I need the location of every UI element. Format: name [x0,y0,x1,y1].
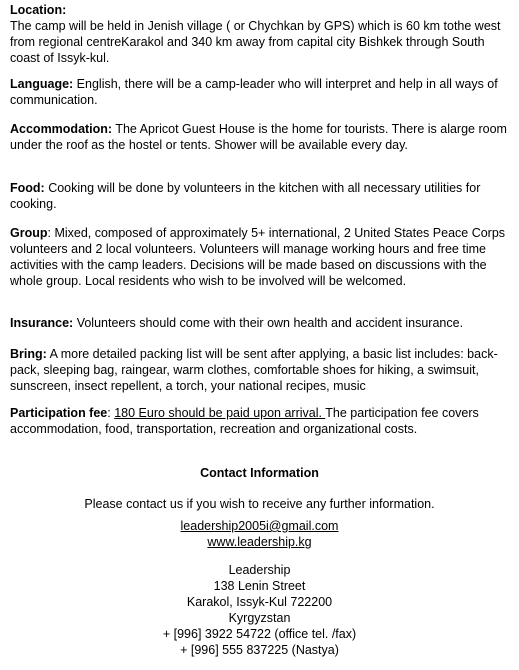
bring-section [10,346,510,394]
bring-label: Bring: [10,347,47,361]
contact-intro [0,496,519,512]
accommodation-label: Accommodation: [10,122,113,136]
insurance-label: Insurance: [10,316,74,330]
language-label: Language: [10,77,74,91]
food-label: Food: [10,181,45,195]
contact-heading-text: Contact Information [200,466,319,480]
group-section [10,225,510,289]
food-text: Cooking will be done by volunteers in the kitchen with all necessary utilities for cooking. [10,181,481,211]
language-section [10,76,510,108]
address-block [0,562,519,658]
fee-text: The participation fee covers accommodation, food, transportation, recreation and organizational costs. [10,406,479,436]
group-label: Group [10,226,48,240]
address-line: Kyrgyzstan [228,611,291,625]
group-text: : Mixed, composed of approximately 5+ international, 2 United States Peace Corps volunteers and 2 local volunteers. Volunteers will manage working hours and free time activities with the camp leaders. Decisions will be made based on discussions with the whole group. Local residents who wish to be involved will be welcomed. [10,226,506,288]
bring-text: A more detailed packing list will be sent after applying, a basic list includes: back-pack, sleeping bag, raingear, warm clothes, comfortable shoes for hiking, a swimsuit, sunscreen, insect repellent, a torch, your national recipes, music [10,347,498,393]
fee-label: Participation fee [10,406,108,420]
phone-line: + [996] 3922 54722 (office tel. /fax) [162,627,357,641]
accommodation-section [10,121,510,153]
phone-line: + [996] 555 837225 (Nastya) [180,643,339,657]
contact-heading [0,465,519,481]
food-section [10,180,510,212]
website-link[interactable]: www.leadership.kg [207,535,312,549]
accommodation-text: The Apricot Guest House is the home for tourists. There is alarge room under the roof as the hostel or tents. Shower will be available every day. [10,122,507,152]
email-link[interactable]: leadership2005i@gmail.com [180,519,339,533]
contact-intro-text: Please contact us if you wish to receive any further information. [84,497,435,511]
fee-amount-underlined: 180 Euro should be paid upon arrival. [114,406,326,420]
language-text: English, there will be a camp-leader who will interpret and help in all ways of communication. [10,77,498,107]
address-line: 138 Lenin Street [213,579,306,593]
location-text: The camp will be held in Jenish village ( or Chychkan by GPS) which is 60 km tothe west from regional centreKarakol and 340 km away from capital city Bishkek through South coast of Issyk-kul. [10,19,501,65]
location-section [10,2,510,66]
address-line: Karakol, Issyk-Kul 722200 [186,595,333,609]
insurance-text: Volunteers should come with their own health and accident insurance. [73,316,464,330]
fee-colon: : [107,406,115,420]
insurance-section [10,315,510,331]
fee-section [10,405,510,437]
location-label: Location: [10,3,67,17]
address-line: Leadership [228,563,291,577]
contact-links [0,518,519,550]
